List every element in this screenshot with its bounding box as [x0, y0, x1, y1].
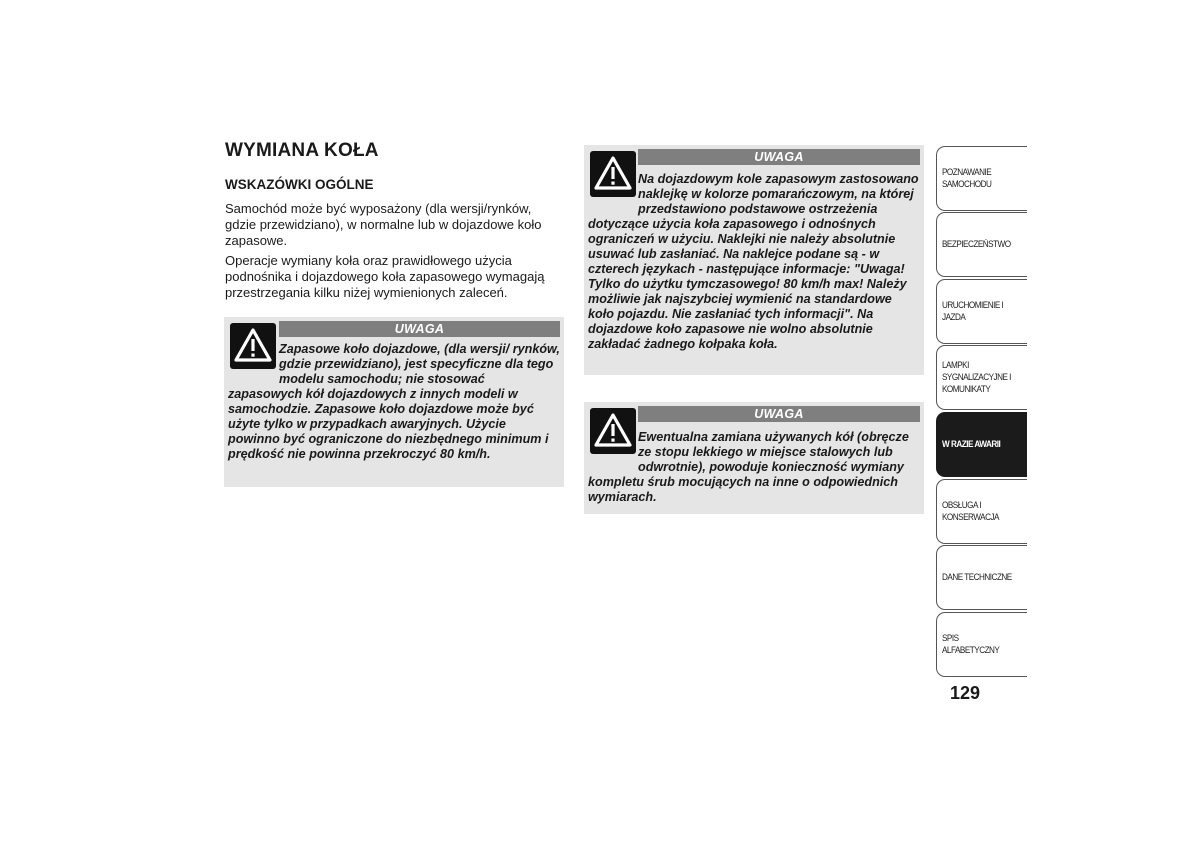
- tab-bezpieczenstwo[interactable]: BEZPIECZEŃSTWO: [936, 212, 1027, 277]
- tab-uruchomienie-i-jazda[interactable]: URUCHOMIENIE I JAZDA: [936, 279, 1027, 344]
- intro-paragraph: Samochód może być wyposażony (dla wersji/rynków, gdzie przewidziano), w normalne lub w dojazdowe koło zapasowe.: [225, 201, 542, 248]
- warning-text: Na dojazdowym kole zapasowym zastosowano naklejkę w kolorze pomarańczowym, na której przedstawiono podstawowe ostrzeżenia dotyczące użycia koła zapasowego i odnośnych ograniczeń w użyciu. Naklejki nie należy absolutnie usuwać lub zasłaniać. Na naklejce podane są - w czterech językach - następujące informacje: "Uwaga! Tylko do użytku tymczasowego! 80 km/h max! Należy możliwie jak najszybciej wymienić na standardowe koło pojazdu. Nie zasłaniać tych informacji". Na dojazdowe koło zapasowe nie wolno absolutnie zakładać żadnego kołpaka koła.: [588, 172, 919, 351]
- warning-label: UWAGA: [638, 149, 920, 165]
- warning-label: UWAGA: [279, 321, 560, 337]
- warning-text: Ewentualna zamiana używanych kół (obręcze ze stopu lekkiego w miejsce stalowych lub odwrotnie), powoduje konieczność wymiany kompletu śrub mocujących na inne o odpowiednich wymiarach.: [588, 430, 909, 504]
- page-number: 129: [950, 683, 981, 703]
- tab-poznawanie-samochodu[interactable]: POZNAWANIE SAMOCHODU: [936, 146, 1027, 211]
- warning-text: Zapasowe koło dojazdowe, (dla wersji/ rynków, gdzie przewidziano), jest specyficzne dla tego modelu samochodu; nie stosować zapasowych kół dojazdowych z innych modeli w samochodzie. Zapasowe koło dojazdowe może być użyte tylko w przypadkach awaryjnych. Użycie powinno być ograniczone do niezbędnego minimum i prędkość nie powinna przekroczyć 80 km/h.: [228, 342, 560, 461]
- instructions-paragraph: Operacje wymiany koła oraz prawidłowego użycia podnośnika i dojazdowego koła zapasowego wymagają przestrzegania kilku niżej wymienionych zaleceń.: [225, 253, 545, 300]
- tab-lampki-sygnalizacyjne[interactable]: LAMPKI SYGNALIZACYJNE I KOMUNIKATY: [936, 345, 1027, 410]
- section-subtitle: WSKAZÓWKI OGÓLNE: [225, 177, 374, 192]
- tab-obsluga-i-konserwacja[interactable]: OBSŁUGA I KONSERWACJA: [936, 479, 1027, 544]
- tab-spis-alfabetyczny[interactable]: SPIS ALFABETYCZNY: [936, 612, 1027, 677]
- warning-box-bolts: [584, 402, 924, 514]
- warning-label: UWAGA: [638, 406, 920, 422]
- warning-box-spare-wheel: [224, 317, 564, 487]
- section-title: WYMIANA KOŁA: [225, 140, 379, 161]
- tab-w-razie-awarii[interactable]: W RAZIE AWARII: [936, 412, 1027, 477]
- tab-dane-techniczne[interactable]: DANE TECHNICZNE: [936, 545, 1027, 610]
- warning-box-sticker: [584, 145, 924, 375]
